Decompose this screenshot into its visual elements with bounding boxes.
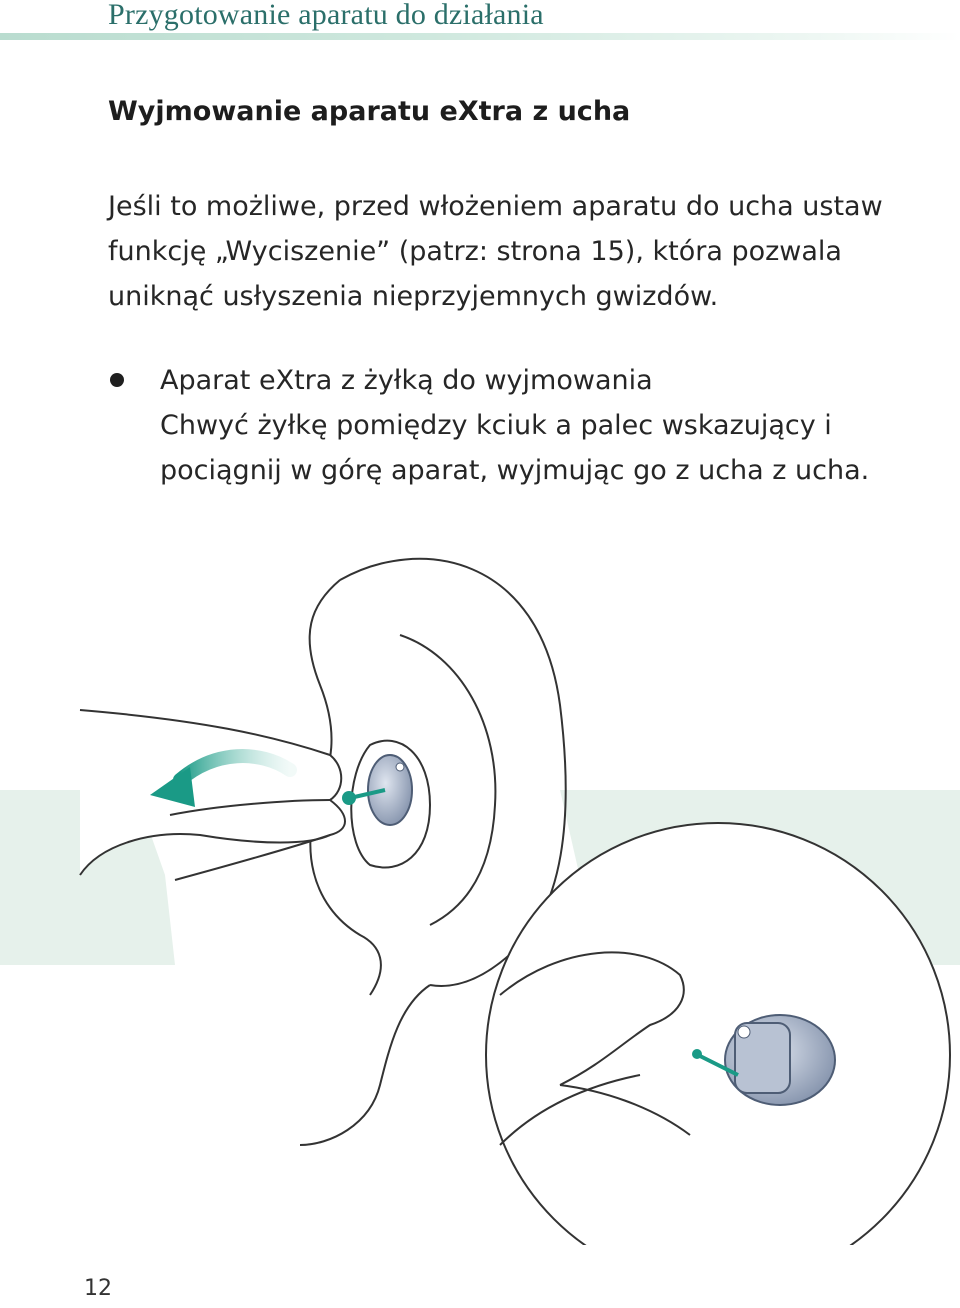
intro-paragraph: Jeśli to możliwe, przed włożeniem aparatu do ucha ustaw funkcję „Wyciszenie” (patrz: strona 15), która pozwala uniknąć usłyszenia nieprzyjemnych gwizdów. xyxy=(108,191,883,312)
page-number: 12 xyxy=(84,1276,112,1301)
hearing-aid-in-ear xyxy=(368,755,412,825)
section-heading: Wyjmowanie aparatu eXtra z ucha xyxy=(108,96,631,127)
zoom-removal-wire-knob xyxy=(692,1049,702,1059)
header-divider xyxy=(0,33,960,40)
removal-wire-knob xyxy=(342,791,356,805)
bullet-title: Aparat eXtra z żyłką do wyjmowania xyxy=(160,365,653,396)
bullet-body: Chwyć żyłkę pomiędzy kciuk a palec wskazujący i pociągnij w górę aparat, wyjmując go z ucha z ucha. xyxy=(160,410,870,486)
zoom-hearing-aid-button xyxy=(738,1026,750,1038)
ear-hearing-aid-removal-illustration xyxy=(0,545,960,1245)
bullet-item xyxy=(160,358,940,493)
bullet-icon xyxy=(110,373,124,387)
hearing-aid-button xyxy=(396,763,404,771)
page-header-title: Przygotowanie aparatu do działania xyxy=(108,0,544,31)
